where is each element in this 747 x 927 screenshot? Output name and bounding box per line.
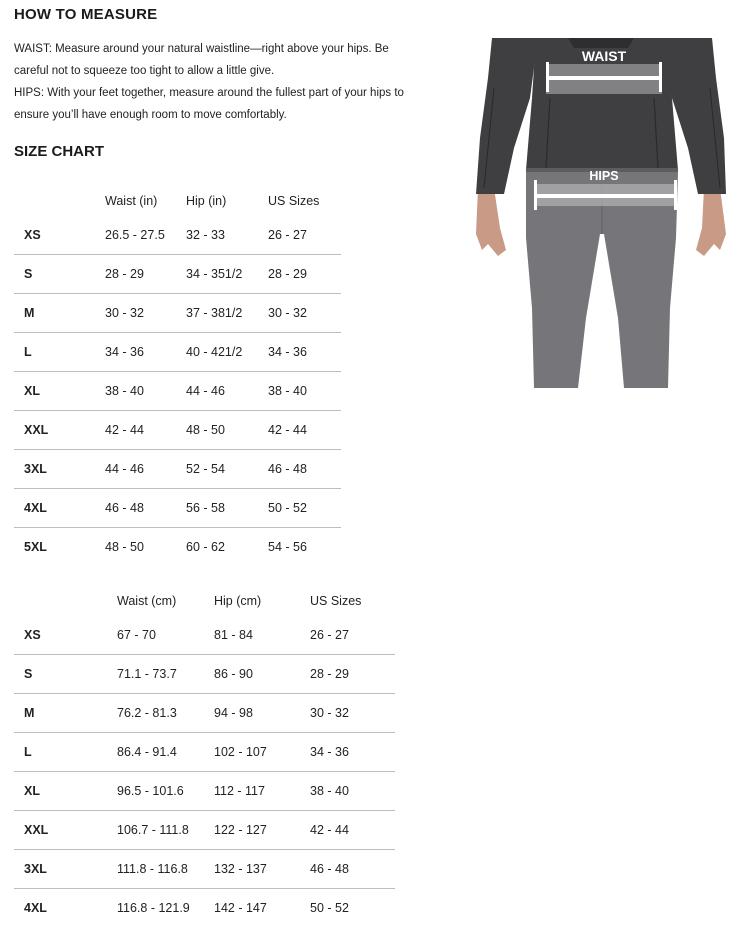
hip-value: 132 - 137	[214, 850, 310, 889]
table-header-row	[14, 186, 341, 216]
size-label: L	[14, 333, 105, 372]
waist-value: 96.5 - 101.6	[117, 772, 214, 811]
table-row	[14, 333, 341, 372]
table-row	[14, 694, 395, 733]
table-row	[14, 528, 341, 567]
size-label: 3XL	[14, 450, 105, 489]
size-label: XS	[14, 616, 117, 655]
hip-value: 86 - 90	[214, 655, 310, 694]
us-size-value: 30 - 32	[268, 294, 341, 333]
size-label: 3XL	[14, 850, 117, 889]
size-label: XXL	[14, 811, 117, 850]
waist-value: 48 - 50	[105, 528, 186, 567]
hips-measure-line	[536, 194, 676, 198]
waist-value: 111.8 - 116.8	[117, 850, 214, 889]
hip-value: 94 - 98	[214, 694, 310, 733]
waist-value: 26.5 - 27.5	[105, 216, 186, 255]
column-header: US Sizes	[310, 586, 395, 616]
us-size-value: 42 - 44	[310, 811, 395, 850]
table-row	[14, 294, 341, 333]
waist-value: 42 - 44	[105, 411, 186, 450]
waist-value: 116.8 - 121.9	[117, 889, 214, 927]
size-label: M	[14, 294, 105, 333]
hip-value: 32 - 33	[186, 216, 268, 255]
how-to-measure-title: HOW TO MEASURE	[14, 6, 157, 23]
waist-value: 67 - 70	[117, 616, 214, 655]
size-label: M	[14, 694, 117, 733]
table-row	[14, 889, 395, 927]
column-header: US Sizes	[268, 186, 341, 216]
waist-value: 76.2 - 81.3	[117, 694, 214, 733]
hip-value: 40 - 421/2	[186, 333, 268, 372]
us-size-value: 50 - 52	[268, 489, 341, 528]
table-row	[14, 489, 341, 528]
waist-label: WAIST	[582, 48, 627, 64]
waist-value: 86.4 - 91.4	[117, 733, 214, 772]
size-column-header	[14, 186, 105, 216]
size-label: XL	[14, 372, 105, 411]
table-row	[14, 216, 341, 255]
waist-instructions: WAIST: Measure around your natural waistline—right above your hips. Be careful not to squeeze too tight to allow a little give.	[14, 38, 406, 82]
waist-value: 38 - 40	[105, 372, 186, 411]
us-size-value: 26 - 27	[310, 616, 395, 655]
us-size-value: 46 - 48	[310, 850, 395, 889]
table-row	[14, 772, 395, 811]
us-size-value: 30 - 32	[310, 694, 395, 733]
hip-value: 52 - 54	[186, 450, 268, 489]
measure-instructions	[14, 38, 406, 126]
hip-value: 60 - 62	[186, 528, 268, 567]
hip-value: 142 - 147	[214, 889, 310, 927]
table-row	[14, 811, 395, 850]
us-size-value: 34 - 36	[268, 333, 341, 372]
table-header-row	[14, 586, 395, 616]
table-row	[14, 655, 395, 694]
hip-value: 102 - 107	[214, 733, 310, 772]
hip-value: 122 - 127	[214, 811, 310, 850]
hip-value: 56 - 58	[186, 489, 268, 528]
table-row	[14, 255, 341, 294]
waist-value: 28 - 29	[105, 255, 186, 294]
size-column-header	[14, 586, 117, 616]
hip-value: 112 - 117	[214, 772, 310, 811]
us-size-value: 46 - 48	[268, 450, 341, 489]
table-row	[14, 733, 395, 772]
size-label: 4XL	[14, 889, 117, 927]
table-row	[14, 450, 341, 489]
us-size-value: 38 - 40	[310, 772, 395, 811]
waist-value: 46 - 48	[105, 489, 186, 528]
size-label: 5XL	[14, 528, 105, 567]
waist-measure-line	[548, 76, 662, 80]
waist-value: 30 - 32	[105, 294, 186, 333]
table-row	[14, 372, 341, 411]
column-header: Hip (cm)	[214, 586, 310, 616]
us-size-value: 38 - 40	[268, 372, 341, 411]
us-size-value: 54 - 56	[268, 528, 341, 567]
hips-label: HIPS	[589, 169, 618, 183]
us-size-value: 50 - 52	[310, 889, 395, 927]
us-size-value: 42 - 44	[268, 411, 341, 450]
us-size-value: 28 - 29	[310, 655, 395, 694]
size-label: S	[14, 255, 105, 294]
hip-value: 44 - 46	[186, 372, 268, 411]
column-header: Waist (cm)	[117, 586, 214, 616]
hip-value: 81 - 84	[214, 616, 310, 655]
size-label: L	[14, 733, 117, 772]
hips-instructions: HIPS: With your feet together, measure around the fullest part of your hips to ensure you’ll have enough room to move comfortably.	[14, 82, 406, 126]
column-header: Hip (in)	[186, 186, 268, 216]
size-label: S	[14, 655, 117, 694]
hip-value: 48 - 50	[186, 411, 268, 450]
hip-value: 37 - 381/2	[186, 294, 268, 333]
hip-value: 34 - 351/2	[186, 255, 268, 294]
waist-value: 106.7 - 111.8	[117, 811, 214, 850]
size-chart-title: SIZE CHART	[14, 143, 104, 160]
waist-value: 71.1 - 73.7	[117, 655, 214, 694]
column-header: Waist (in)	[105, 186, 186, 216]
waist-value: 34 - 36	[105, 333, 186, 372]
table-row	[14, 411, 341, 450]
measurement-figure	[470, 38, 732, 388]
us-size-value: 34 - 36	[310, 733, 395, 772]
model-illustration	[470, 38, 732, 388]
table-row	[14, 850, 395, 889]
table-row	[14, 616, 395, 655]
size-label: XS	[14, 216, 105, 255]
size-table-cm	[14, 586, 395, 927]
size-label: XXL	[14, 411, 105, 450]
us-size-value: 28 - 29	[268, 255, 341, 294]
waist-value: 44 - 46	[105, 450, 186, 489]
size-label: 4XL	[14, 489, 105, 528]
size-label: XL	[14, 772, 117, 811]
size-table-inches	[14, 186, 341, 566]
us-size-value: 26 - 27	[268, 216, 341, 255]
